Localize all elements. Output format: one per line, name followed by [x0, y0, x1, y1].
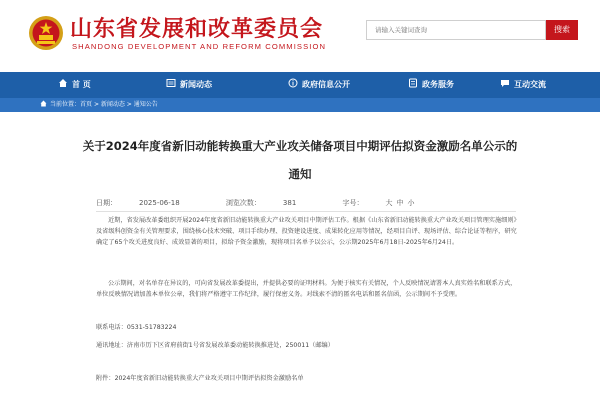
- publish-date: [96, 199, 202, 207]
- views-value: 381: [282, 199, 297, 207]
- site-subtitle: SHANDONG DEVELOPMENT AND REFORM COMMISSION: [72, 42, 327, 51]
- date-value: 2025-06-18: [139, 199, 180, 207]
- font-size-controls: [343, 199, 419, 207]
- nav-label: 首 页: [72, 80, 91, 89]
- nav-label: 互动交流: [514, 80, 546, 89]
- nav-item-services[interactable]: [408, 72, 454, 98]
- home-icon: [58, 78, 68, 88]
- chat-icon: [500, 78, 510, 88]
- breadcrumb-home[interactable]: 首页: [80, 101, 93, 108]
- main-nav: [0, 72, 600, 98]
- date-label: 日期：: [96, 199, 117, 207]
- nav-label: 政务服务: [422, 80, 454, 89]
- font-size-medium[interactable]: 中: [396, 199, 404, 207]
- attachment-link[interactable]: 2024年度省新旧动能转换重大产业攻关项目中期评估拟资金激励名单: [114, 375, 304, 382]
- attachment: [96, 373, 304, 382]
- nav-item-interaction[interactable]: [500, 72, 546, 98]
- breadcrumb-current[interactable]: 通知公告: [133, 101, 158, 108]
- article-title: 关于2024年度省新旧动能转换重大产业攻关储备项目中期评估拟资金激励名单公示的通知: [82, 139, 518, 181]
- article-paragraph-2: 公示期间，对名单存在异议的，可向省发展改革委提出，并提供必要的证明材料。为便于核实有关情况，个人反映情况请署本人真实姓名和联系方式，单位反映情况请加盖本单位公章，我们将严格遵守工作纪律，履行保密义务。对线索不清的匿名电话和匿名信函，公示期间不予受理。: [96, 280, 517, 298]
- search-button[interactable]: 搜索: [546, 20, 578, 40]
- breadcrumb-prefix: 当前位置：: [50, 101, 81, 108]
- attachment-label: 附件：: [96, 375, 115, 382]
- news-icon: [166, 78, 176, 88]
- article-meta: [96, 198, 441, 208]
- breadcrumb-separator: >: [124, 101, 134, 108]
- breadcrumb-section[interactable]: 新闻动态: [100, 101, 125, 108]
- nav-label: 政府信息公开: [302, 80, 350, 89]
- contact-address: 通讯地址：济南市历下区省府前街1号省发展改革委动能转换推进处，250011（邮编）: [96, 342, 334, 349]
- nav-item-gov-info[interactable]: [288, 72, 350, 98]
- site-header: [0, 0, 600, 72]
- nav-item-home[interactable]: [58, 72, 91, 98]
- views-label: 浏览次数：: [225, 199, 261, 207]
- article-paragraph-1: 近期，省发展改革委组织开展2024年度省新旧动能转换重大产业攻关项目中期评估工作。根据《山东省新旧动能转换重大产业攻关项目管理实施细则》及省级科创资金有关管理要求，围绕核心技术突破、项目手续办理、投资建设进度、成果转化应用等情况，经项目自评、现场评估、综合论证等程序，研究确定了65个攻关进度良好、成效显著的项目，拟给予资金激励，现将项目名单予以公示，公示期2025年6月18日-2025年6月24日。: [96, 217, 520, 246]
- nav-item-news[interactable]: [166, 72, 212, 98]
- search-input[interactable]: [366, 20, 546, 40]
- meta-divider: [96, 211, 516, 212]
- site-title[interactable]: 山东省发展和改革委员会: [70, 17, 324, 42]
- font-size-label: 字号：: [342, 199, 364, 207]
- contact-phone: 联系电话：0531-51783224: [96, 324, 177, 331]
- font-size-small[interactable]: 小: [407, 199, 415, 207]
- breadcrumb: [40, 99, 158, 111]
- service-icon: [408, 78, 418, 88]
- font-size-large[interactable]: 大: [385, 199, 393, 207]
- national-emblem-icon: [28, 14, 64, 52]
- location-icon: [40, 100, 47, 107]
- view-count: [226, 199, 318, 207]
- breadcrumb-separator: >: [92, 101, 101, 108]
- info-icon: [288, 78, 298, 88]
- nav-label: 新闻动态: [180, 80, 212, 89]
